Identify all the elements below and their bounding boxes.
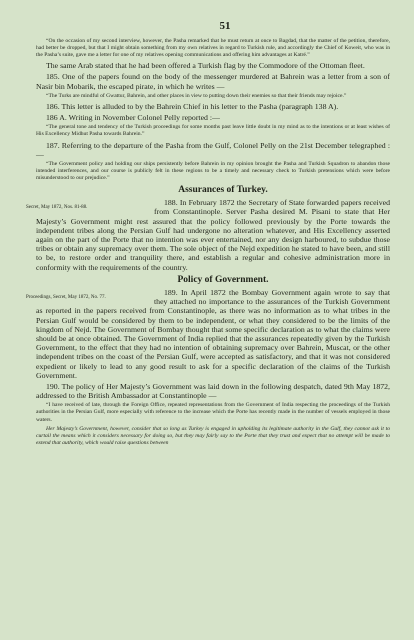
body-paragraph: The same Arab stated that he had been offered a Turkish flag by the Commodore of the Ottoman fleet.: [46, 61, 365, 71]
paragraph-188: [26, 198, 390, 272]
paragraph-188-text: 188. In February 1872 the Secretary of State forwarded papers received from Constantinople. Server Pasha desired M. Pisani to state that Her Majesty’s Government might rest assured that the policy followed previously by the Porte towards the independent tribes along the Persian Gulf had undergone no alteration whatever, and His Excellency asserted again on the part of the Porte that no intention was ever entertained, nor any design harboured, to subdue those tribes or obtain any supremacy over them. The sole object of the Nejd expedition he stated to have been, and still to be, to restore order and tranquility there, and establish a regular and cohesive administration more in conformity with the requirements of the country.: [36, 198, 390, 272]
paragraph-190: 190. The policy of Her Majesty’s Government was laid down in the following despatch, dated 9th May 1872, addressed to the British Ambassador at Constantinople —: [36, 381, 390, 401]
margin-reference: Proceedings, Secret, May 1872, No. 77.: [26, 294, 106, 300]
margin-reference: Secret, May 1872, Nos. 81-88.: [26, 205, 88, 211]
section-heading: Assurances of Turkey.: [178, 185, 268, 196]
paragraph-186a: 186 A. Writing in November Colonel Pelly reported :—: [46, 113, 220, 123]
paragraph-186: 186. This letter is alluded to by the Bahrein Chief in his letter to the Pasha (paragraph 138 A).: [46, 101, 339, 111]
paragraph-187: 187. Referring to the departure of the Pasha from the Gulf, Colonel Pelly on the 21st December telegraphed :—: [36, 140, 390, 159]
quote-paragraph: “I have received of late, through the Foreign Office, repeated representations from the Government of India respecting the proceedings of the Turkish authorities in the Persian Gulf, more especially with reference to the increase which the Porte has recently made in the number of vessels employed in those waters.: [36, 402, 390, 423]
quote-paragraph: “The general tone and tendency of the Turkish proceedings for some months past leave little doubt in my mind as to the intentions or at least wishes of His Excellency Midhut Pasha towards Bahrein.”: [36, 124, 390, 138]
paragraph-189: [26, 287, 390, 380]
quote-paragraph: “On the occasion of my second interview, however, the Pasha remarked that he must return at once to Bagdad, that the matter of the petition, therefore, had better be dropped, but that I might obtain something from my own relatives in regard to Turkish rule, and accordingly the Chief of Koweit, who was in the Pasha’s suite, gave me a letter for one of my relatives opening communications and offering him advantages at Katré.”: [36, 38, 390, 59]
quote-paragraph-italic: Her Majesty’s Government, however, consider that so long as Turkey is engaged in upholding its legitimate authority in the Gulf, they cannot ask it to curtail the means which it considers necessary for doing so, but they may fairly say to the Porte that they trust and expect that no attempt will be made to extend that authority, which would raise questions between: [36, 425, 390, 446]
paragraph-189-text: 189. In April 1872 the Bombay Government again wrote to say that they attached no importance to the assurances of the Turkish Government as reported in the papers received from Constantinople, as there was no information as to what tribes in the Persian Gulf would be considered by them to be independent, or what they considered to be the limits of the kingdom of Nejd. The Government of Bombay thought that some specific declaration as to what the claims were should be at once obtained. The Government of India replied that the assurances repeatedly given by the Turkish Government, to the effect that they had no intention of obtaining supremacy over Bahrein, Muscat, or the other independent tribes on the coast of the Persian Gulf, were accepted as satisfactory, and that it was not considered expedient or likely to lead to any good result to ask for a specific declaration of the claims of the Turkish Government.: [36, 287, 390, 380]
paragraph-185: 185. One of the papers found on the body of the messenger murdered at Bahrein was a letter from a son of Nasir bin Mobarik, the escaped pirate, in which he writes —: [36, 72, 390, 91]
section-heading: Policy of Government.: [177, 274, 269, 285]
page-number: 51: [219, 20, 231, 32]
quote-paragraph: “The Government policy and holding our ships persistently before Bahrein in my opinion brought the Pasha and Turkish Squadron to abandon those intended interferences, and our course is publicly felt in these regions to be a timely and necessary check to Turkish pretensions which were before misunderstood to our prejudice.”: [36, 160, 390, 182]
quote-paragraph: “The Turks are mindful of Gwattur, Bahrein, and other places in view to putting down their enemies so that their friends may rejoice.”: [46, 92, 347, 99]
